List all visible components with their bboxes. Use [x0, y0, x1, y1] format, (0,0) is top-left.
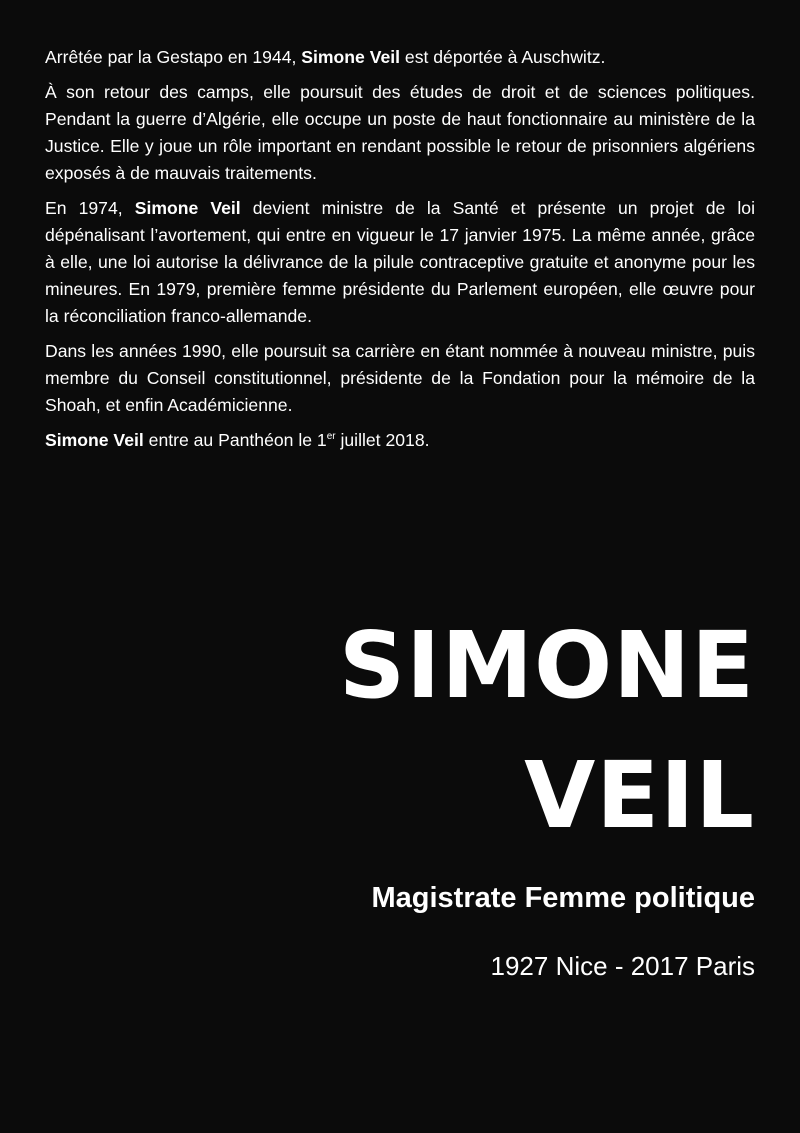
bio-paragraph-3: [45, 195, 755, 330]
bio-p5-text-after: juillet 2018.: [335, 430, 430, 450]
title-last-name: VEIL: [524, 742, 755, 849]
bio-p1-text-before: Arrêtée par la Gestapo en 1944,: [45, 47, 302, 67]
subtitle-profession: Magistrate Femme politique: [371, 882, 755, 914]
bio-paragraph-1: [45, 44, 755, 71]
title-first-name: SIMONE: [338, 612, 755, 719]
bio-p1-text-after: est déportée à Auschwitz.: [400, 47, 606, 67]
bio-paragraph-2: À son retour des camps, elle poursuit des études de droit et de sciences politiques. Pendant la guerre d’Algérie, elle occupe un poste de haut fonctionnaire au ministère de la Justice. Elle y joue un rôle important en rendant possible le retour de prisonniers algériens exposés à de mauvais traitements.: [45, 82, 755, 183]
bio-p1-name: Simone Veil: [301, 47, 401, 67]
ordinal-superscript: er: [326, 431, 336, 443]
life-dates: 1927 Nice - 2017 Paris: [490, 951, 755, 981]
bio-paragraph-5: [45, 427, 755, 454]
bio-p5-text-middle: entre au Panthéon le 1: [143, 430, 327, 450]
bio-paragraph-4: Dans les années 1990, elle poursuit sa carrière en étant nommée à nouveau ministre, puis membre du Conseil constitutionnel, présidente de la Fondation pour la mémoire de la Shoah, et enfin Académicienne.: [45, 341, 755, 415]
bio-p5-name: Simone Veil: [45, 430, 144, 450]
bio-p3-text-after: devient ministre de la Santé et présente un projet de loi dépénalisant l’avortement, qui entre en vigueur le 17 janvier 1975. La même année, grâce à elle, une loi autorise la délivrance de la pilule contraceptive gratuite et anonyme pour les mineures. En 1979, première femme présidente du Parlement européen, elle œuvre pour la réconciliation franco-allemande.: [45, 198, 755, 326]
bio-p3-name: Simone Veil: [134, 198, 241, 218]
biography-text: [45, 44, 755, 462]
bio-p3-text-before: En 1974,: [45, 198, 135, 218]
